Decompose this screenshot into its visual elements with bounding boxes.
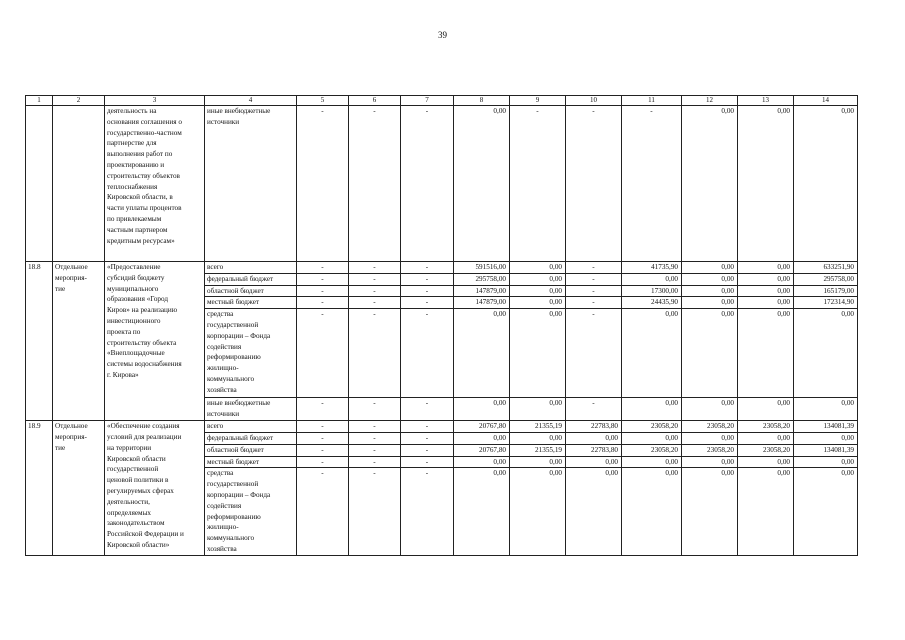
value-cell: 0,00: [454, 468, 510, 555]
value-cell: 0,00: [454, 456, 510, 468]
column-header: 12: [682, 96, 738, 106]
value-cell: -: [566, 297, 622, 309]
table-header-row: [26, 96, 858, 106]
value-cell: 0,00: [510, 398, 566, 421]
value-cell: -: [566, 106, 622, 262]
budget-table: [25, 95, 858, 556]
value-cell: 21355,19: [510, 421, 566, 433]
value-cell: 0,00: [622, 273, 682, 285]
value-cell: 0,00: [566, 456, 622, 468]
value-cell: -: [349, 432, 401, 444]
row-kind-cell: [53, 106, 105, 262]
table-row: [26, 262, 858, 274]
row-source: всего: [205, 421, 297, 433]
value-cell: 0,00: [622, 468, 682, 555]
column-header: 7: [401, 96, 454, 106]
row-source: федеральный бюджет: [205, 432, 297, 444]
value-cell: 147879,00: [454, 297, 510, 309]
value-cell: 22783,80: [566, 421, 622, 433]
row-source: местный бюджет: [205, 297, 297, 309]
row-source: иные внебюджетные источники: [205, 106, 297, 262]
value-cell: 24435,90: [622, 297, 682, 309]
value-cell: 17300,00: [622, 285, 682, 297]
column-header: 10: [566, 96, 622, 106]
value-cell: -: [401, 444, 454, 456]
value-cell: 20767,80: [454, 421, 510, 433]
row-kind-cell: Отдельное мероприя- тие: [53, 421, 105, 556]
value-cell: -: [349, 285, 401, 297]
value-cell: -: [566, 273, 622, 285]
value-cell: 21355,19: [510, 444, 566, 456]
value-cell: 23058,20: [622, 421, 682, 433]
value-cell: 0,00: [682, 273, 738, 285]
value-cell: 0,00: [794, 468, 858, 555]
value-cell: -: [349, 297, 401, 309]
value-cell: 295758,00: [794, 273, 858, 285]
value-cell: 0,00: [738, 273, 794, 285]
value-cell: -: [349, 273, 401, 285]
value-cell: 0,00: [454, 106, 510, 262]
value-cell: 0,00: [682, 468, 738, 555]
table-row: [26, 421, 858, 433]
column-header: 6: [349, 96, 401, 106]
row-source: средства государственной корпорации – Фонда содействия реформированию жилищно- коммунального хозяйства: [205, 468, 297, 555]
value-cell: 0,00: [566, 432, 622, 444]
value-cell: -: [297, 262, 349, 274]
value-cell: -: [297, 106, 349, 262]
value-cell: 0,00: [738, 262, 794, 274]
row-source: федеральный бюджет: [205, 273, 297, 285]
value-cell: 0,00: [510, 273, 566, 285]
value-cell: 0,00: [510, 432, 566, 444]
value-cell: 0,00: [738, 297, 794, 309]
value-cell: 0,00: [682, 456, 738, 468]
value-cell: 0,00: [622, 398, 682, 421]
value-cell: 0,00: [682, 262, 738, 274]
value-cell: -: [297, 297, 349, 309]
value-cell: 0,00: [510, 285, 566, 297]
row-source: всего: [205, 262, 297, 274]
column-header: 11: [622, 96, 682, 106]
value-cell: -: [297, 444, 349, 456]
table-row: [26, 106, 858, 262]
value-cell: 0,00: [566, 468, 622, 555]
value-cell: 23058,20: [738, 444, 794, 456]
value-cell: -: [622, 106, 682, 262]
value-cell: -: [297, 398, 349, 421]
value-cell: 0,00: [622, 432, 682, 444]
row-source: областной бюджет: [205, 285, 297, 297]
value-cell: -: [401, 297, 454, 309]
value-cell: -: [349, 262, 401, 274]
row-description: деятельность на основания соглашения о государственно-частном партнерстве для выполнения работ по проектированию и строительству объектов теплоснабжения Кировской области, в части уплаты процентов по привлекаемым частным партнером кредитным ресурсам»: [105, 106, 205, 262]
value-cell: 0,00: [682, 398, 738, 421]
value-cell: 0,00: [794, 309, 858, 398]
value-cell: 0,00: [794, 432, 858, 444]
column-header: 13: [738, 96, 794, 106]
value-cell: 0,00: [738, 106, 794, 262]
value-cell: 0,00: [510, 456, 566, 468]
value-cell: 23058,20: [682, 444, 738, 456]
value-cell: 0,00: [622, 309, 682, 398]
row-number-cell: 18.9: [26, 421, 53, 556]
value-cell: 0,00: [510, 309, 566, 398]
value-cell: 134081,39: [794, 444, 858, 456]
value-cell: 0,00: [794, 398, 858, 421]
value-cell: -: [401, 273, 454, 285]
value-cell: 172314,90: [794, 297, 858, 309]
value-cell: -: [401, 309, 454, 398]
value-cell: 0,00: [738, 309, 794, 398]
value-cell: 23058,20: [622, 444, 682, 456]
value-cell: 0,00: [454, 398, 510, 421]
value-cell: -: [401, 468, 454, 555]
value-cell: 0,00: [738, 285, 794, 297]
value-cell: 0,00: [454, 309, 510, 398]
value-cell: -: [297, 309, 349, 398]
value-cell: 0,00: [510, 297, 566, 309]
column-header: 1: [26, 96, 53, 106]
row-source: средства государственной корпорации – Фонда содействия реформированию жилищно- коммунального хозяйства: [205, 309, 297, 398]
value-cell: 165179,00: [794, 285, 858, 297]
value-cell: 0,00: [682, 297, 738, 309]
row-description: «Обеспечение создания условий для реализации на территории Кировской области государственной ценовой политики в регулируемых сферах деятельности, определяемых законодательством Российской Федерации и Кировской области»: [105, 421, 205, 556]
column-header: 9: [510, 96, 566, 106]
value-cell: -: [349, 398, 401, 421]
row-number-cell: [26, 106, 53, 262]
value-cell: 0,00: [738, 468, 794, 555]
value-cell: -: [297, 273, 349, 285]
row-number-cell: 18.8: [26, 262, 53, 421]
value-cell: -: [566, 309, 622, 398]
value-cell: 0,00: [682, 432, 738, 444]
row-description: «Предоставление субсидий бюджету муниципального образования «Город Киров» на реализацию инвестиционного проекта по строительству объекта «Внеплощадочные системы водоснабжения г. Кирова»: [105, 262, 205, 421]
column-header: 14: [794, 96, 858, 106]
value-cell: 0,00: [682, 106, 738, 262]
value-cell: 134081,39: [794, 421, 858, 433]
value-cell: -: [297, 432, 349, 444]
value-cell: -: [349, 468, 401, 555]
value-cell: 0,00: [794, 106, 858, 262]
row-kind-cell: Отдельное мероприя- тие: [53, 262, 105, 421]
value-cell: -: [566, 262, 622, 274]
value-cell: -: [401, 262, 454, 274]
value-cell: -: [401, 421, 454, 433]
value-cell: 633251,90: [794, 262, 858, 274]
value-cell: -: [566, 398, 622, 421]
value-cell: 23058,20: [738, 421, 794, 433]
value-cell: -: [349, 106, 401, 262]
value-cell: 0,00: [682, 309, 738, 398]
value-cell: 591516,00: [454, 262, 510, 274]
column-header: 4: [205, 96, 297, 106]
value-cell: 0,00: [738, 398, 794, 421]
value-cell: 0,00: [738, 456, 794, 468]
page-number: 39: [438, 30, 447, 40]
value-cell: -: [297, 468, 349, 555]
row-source: местный бюджет: [205, 456, 297, 468]
value-cell: 0,00: [794, 456, 858, 468]
column-header: 2: [53, 96, 105, 106]
value-cell: -: [297, 456, 349, 468]
value-cell: -: [349, 421, 401, 433]
value-cell: -: [401, 285, 454, 297]
value-cell: -: [401, 106, 454, 262]
value-cell: 0,00: [682, 285, 738, 297]
value-cell: 22783,80: [566, 444, 622, 456]
value-cell: -: [349, 444, 401, 456]
value-cell: 23058,20: [682, 421, 738, 433]
value-cell: -: [401, 398, 454, 421]
value-cell: -: [510, 106, 566, 262]
row-source: областной бюджет: [205, 444, 297, 456]
value-cell: 41735,90: [622, 262, 682, 274]
value-cell: -: [349, 456, 401, 468]
value-cell: -: [297, 421, 349, 433]
value-cell: -: [401, 432, 454, 444]
value-cell: 20767,80: [454, 444, 510, 456]
column-header: 5: [297, 96, 349, 106]
value-cell: -: [566, 285, 622, 297]
value-cell: 295758,00: [454, 273, 510, 285]
value-cell: 0,00: [510, 262, 566, 274]
value-cell: -: [401, 456, 454, 468]
value-cell: 0,00: [454, 432, 510, 444]
value-cell: 0,00: [738, 432, 794, 444]
value-cell: 147879,00: [454, 285, 510, 297]
value-cell: 0,00: [622, 456, 682, 468]
value-cell: -: [349, 309, 401, 398]
column-header: 8: [454, 96, 510, 106]
row-source: иные внебюджетные источники: [205, 398, 297, 421]
value-cell: -: [297, 285, 349, 297]
value-cell: 0,00: [510, 468, 566, 555]
column-header: 3: [105, 96, 205, 106]
